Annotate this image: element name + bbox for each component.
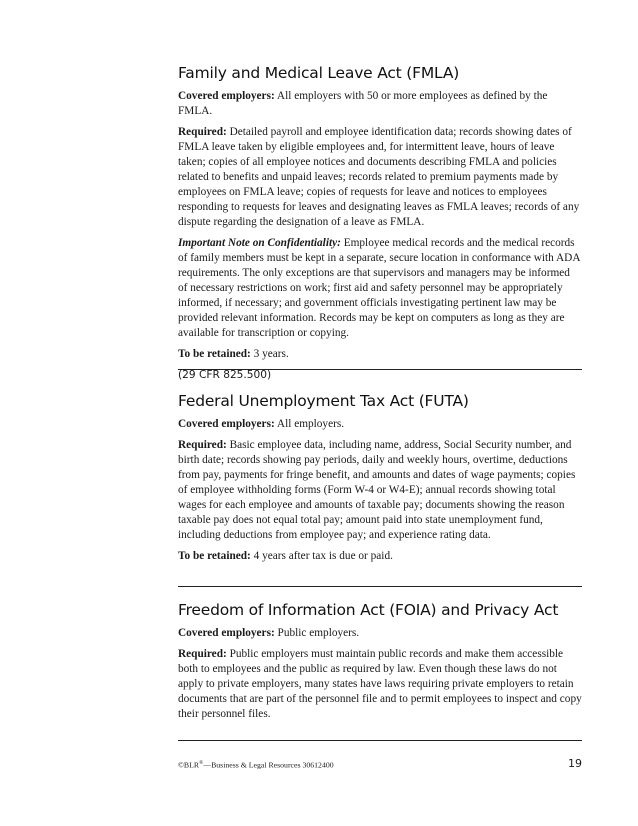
page-footer — [178, 757, 582, 773]
copyright-suffix: —Business & Legal Resources 30612400 — [203, 760, 334, 770]
foia-required-label: Required: — [178, 648, 227, 660]
fmla-retention — [178, 347, 582, 362]
futa-retained-text: 4 years after tax is due or paid. — [250, 550, 393, 562]
futa-covered-label: Covered employers: — [178, 418, 275, 430]
fmla-note-text: Employee medical records and the medical records of family members must be kept in a separate, secure location in conformance with ADA requirements. The only exceptions are that supervisors and managers may be informed of necessary restrictions on work; first aid and safety personnel may be appropriately informed, if necessary; and government officials investigating pertinent law may be provided relevant information. Records may be kept on computers as long as they are available for transcription or copying. — [178, 237, 580, 339]
foia-covered-employers — [178, 626, 582, 641]
fmla-covered-label: Covered employers: — [178, 90, 275, 102]
fmla-section — [178, 64, 582, 383]
fmla-note-label: Important Note on Confidentiality: — [178, 237, 341, 249]
foia-required — [178, 647, 582, 722]
futa-required-text: Basic employee data, including name, address, Social Security number, and birth date; records showing pay periods, daily and weekly hours, overtime, deductions from pay, payments for fringe benefit, and amounts and dates of wage payments; copies of employee withholding forms (Form W-4 or W4-E); annual records showing total wages for each employee and amounts of taxable pay; documents showing the reason taxable pay does not equal total pay; amount paid into state unemployment fund, including deductions from employee pay; and experience rating data. — [178, 439, 576, 541]
futa-required — [178, 438, 582, 543]
fmla-retained-label: To be retained: — [178, 348, 251, 360]
fmla-confidentiality-note — [178, 236, 582, 341]
fmla-covered-text: All employers with 50 or more employees as defined by the FMLA. — [178, 90, 548, 117]
fmla-heading: Family and Medical Leave Act (FMLA) — [178, 64, 460, 82]
futa-section — [178, 392, 582, 570]
fmla-required — [178, 125, 582, 230]
foia-heading: Freedom of Information Act (FOIA) and Privacy Act — [178, 601, 559, 619]
fmla-required-text: Detailed payroll and employee identification data; records showing dates of FMLA leave taken by eligible employees and, for intermittent leave, hours of leave taken; copies of all employee notices and documents describing FMLA and policies related to benefits and unpaid leaves; records related to premium payments made by employees on FMLA leave; copies of requests for leave and notices to employees responding to requests for leaves and designating leaves as FMLA leaves; records of any dispute regarding the designation of a leave as FMLA. — [178, 126, 580, 228]
futa-required-label: Required: — [178, 439, 227, 451]
fmla-citation: (29 CFR 825.500) — [178, 369, 272, 381]
fmla-required-label: Required: — [178, 126, 227, 138]
futa-heading: Federal Unemployment Tax Act (FUTA) — [178, 392, 469, 410]
section-divider — [178, 586, 582, 587]
section-divider — [178, 740, 582, 741]
futa-retention — [178, 549, 582, 564]
copyright-notice — [178, 760, 334, 770]
futa-covered-employers — [178, 417, 582, 432]
futa-covered-text: All employers. — [274, 418, 345, 430]
fmla-covered-employers — [178, 89, 582, 119]
registered-mark: ® — [199, 760, 204, 766]
section-divider — [178, 369, 582, 370]
foia-section — [178, 601, 582, 728]
page-number: 19 — [568, 757, 582, 770]
foia-covered-label: Covered employers: — [178, 627, 275, 639]
foia-covered-text: Public employers. — [274, 627, 360, 639]
copyright-prefix: ©BLR — [178, 760, 200, 770]
futa-retained-label: To be retained: — [178, 550, 251, 562]
foia-required-text: Public employers must maintain public records and make them accessible both to employees and the public as required by law. Even though these laws do not apply to private employers, many states have laws requiring private employers to retain documents that are part of the personnel file and to permit employees to inspect and copy their personnel files. — [178, 648, 582, 720]
fmla-retained-text: 3 years. — [250, 348, 289, 360]
